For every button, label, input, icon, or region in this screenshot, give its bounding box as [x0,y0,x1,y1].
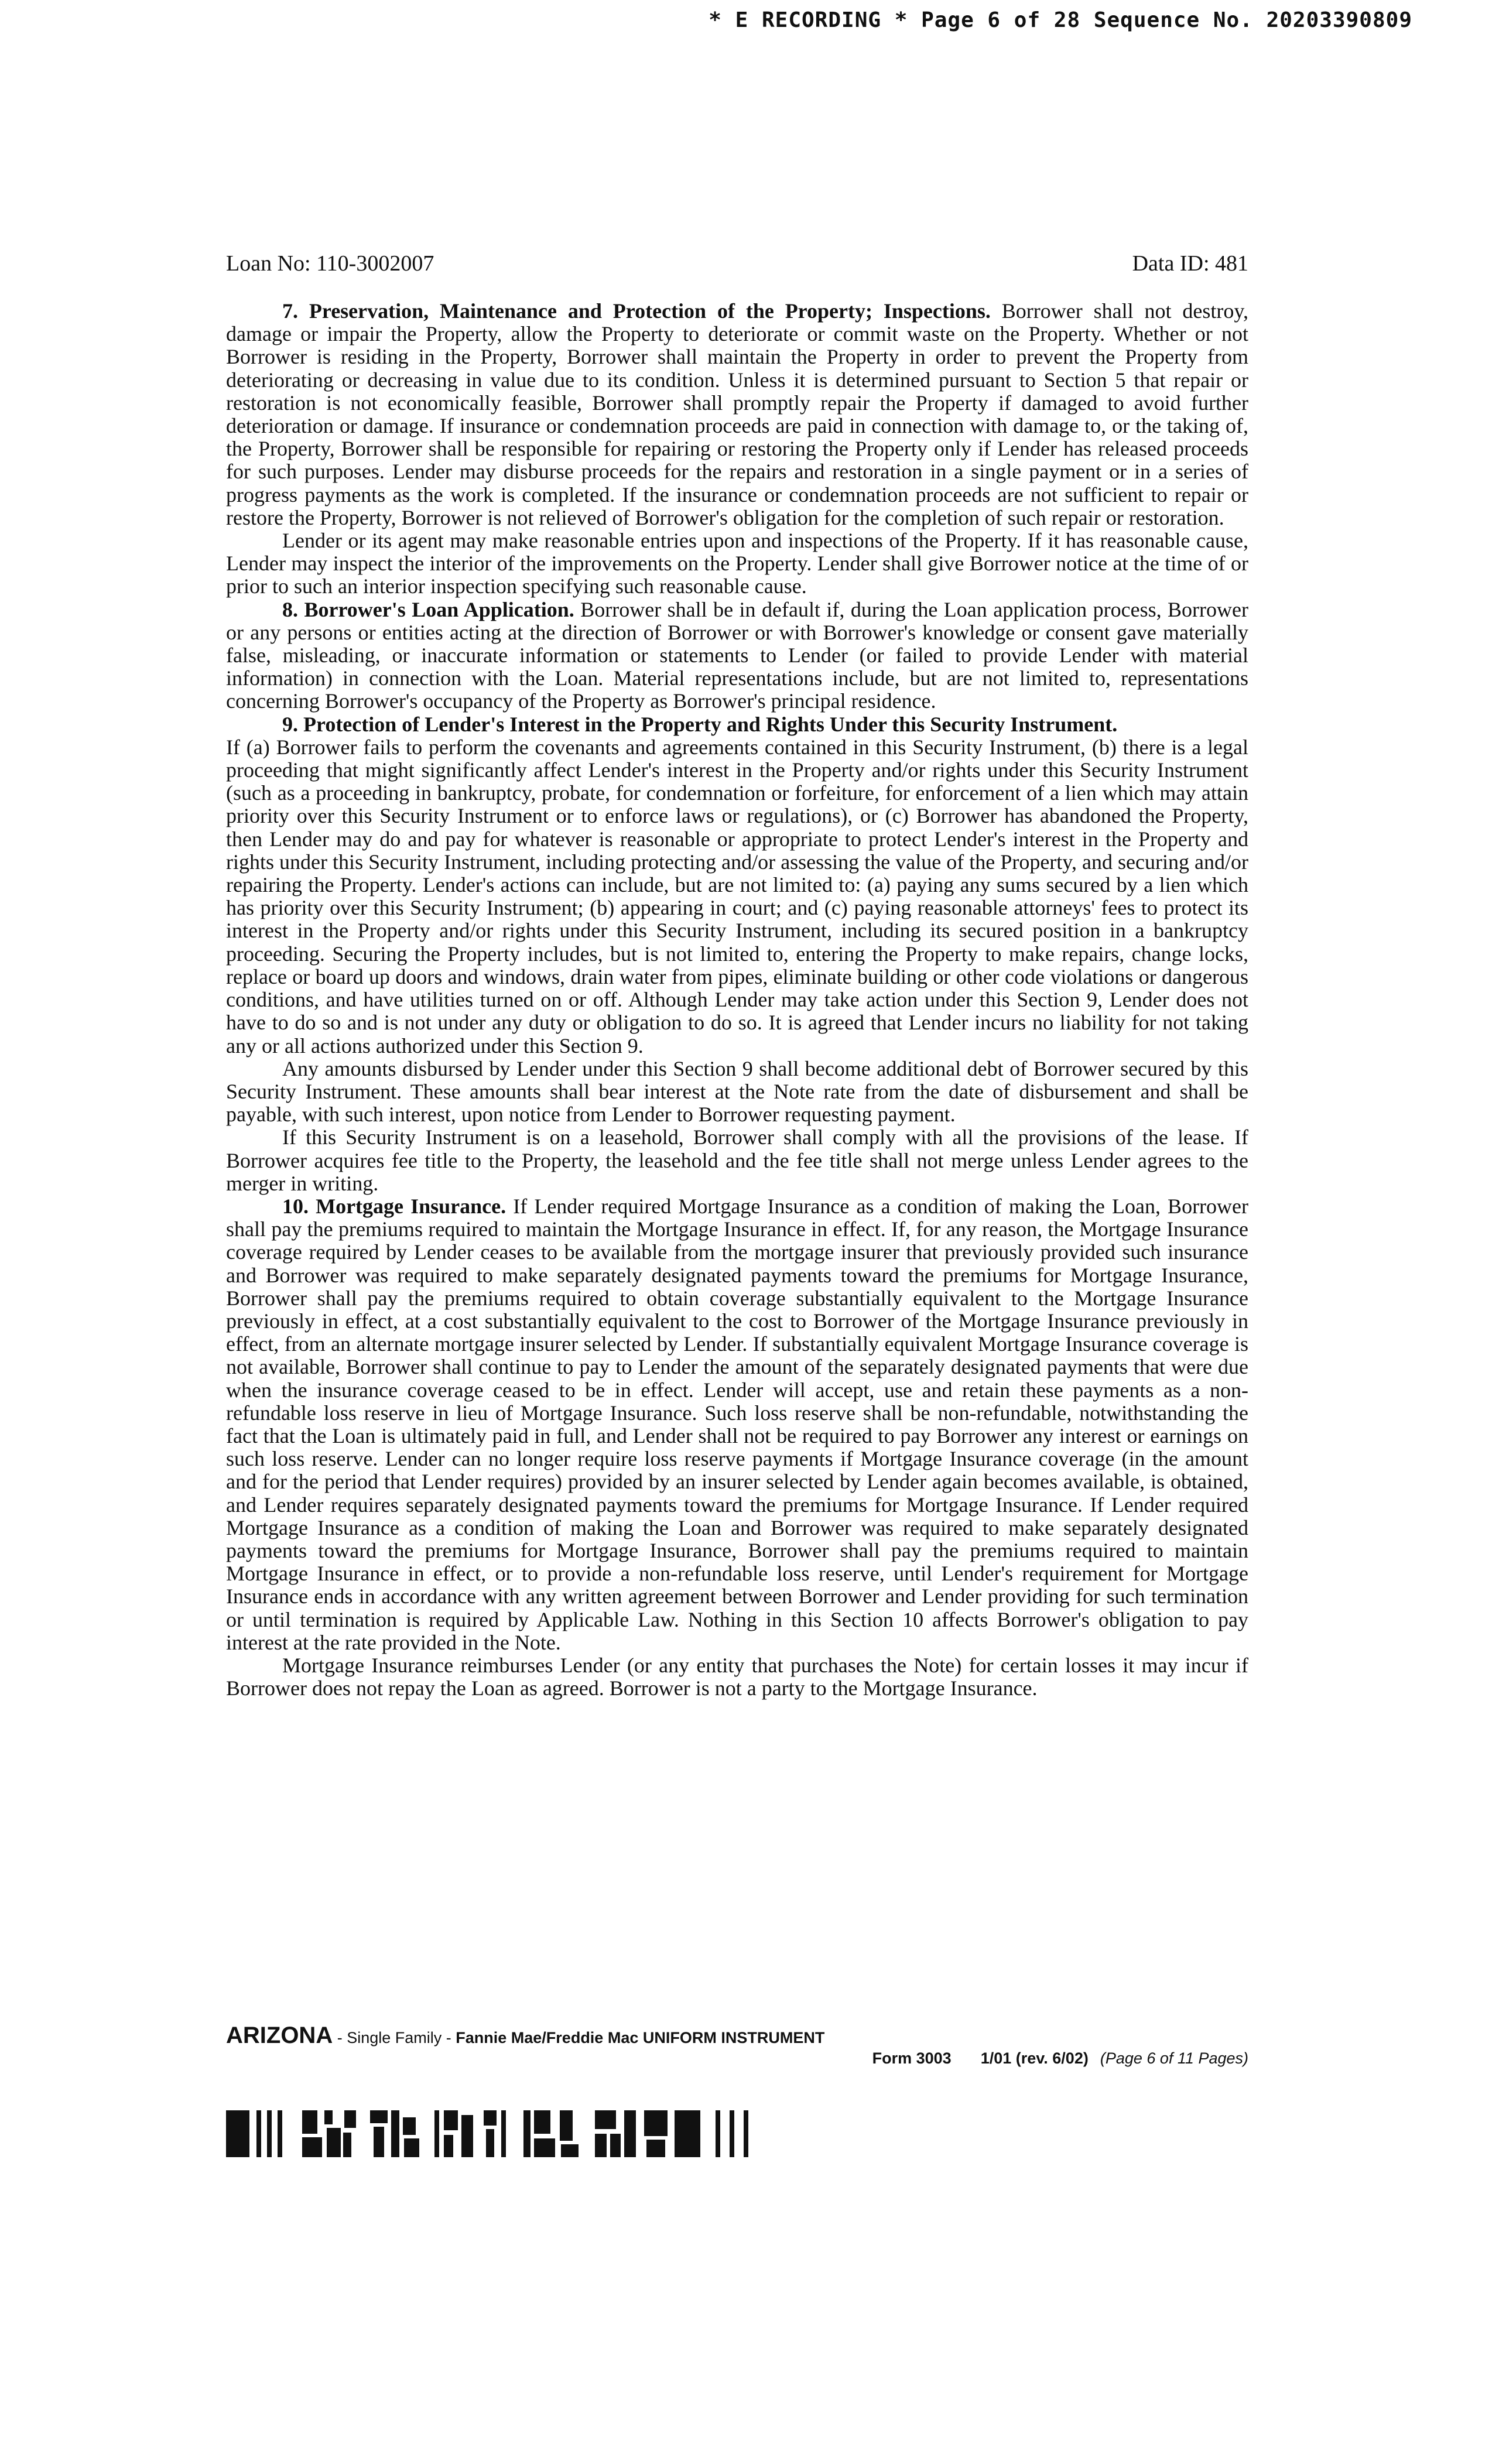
footer-form-number: Form 3003 [872,2049,952,2067]
footer-revision: 1/01 (rev. 6/02) [980,2049,1089,2067]
recording-header: * E RECORDING * Page 6 of 28 Sequence No. 20203390809 [709,8,1412,32]
footer-state: ARIZONA [226,2022,333,2048]
section-7 [226,300,1248,529]
section-9-heading-line [226,713,1248,736]
section-10-paragraph-2: Mortgage Insurance reimburses Lender (or any entity that purchases the Note) for certain losses it may incur if Borrower does not repay the Loan as agreed. Borrower is not a party to the Mortgage Insurance. [226,1653,1248,1700]
section-9-paragraph-2: Any amounts disbursed by Lender under this Section 9 shall become additional debt of Borrower secured by this Security Instrument. These amounts shall bear interest at the Note rate from the date of disbursement and shall be payable, with such interest, upon notice from Lender to Borrower requesting payment. [226,1056,1248,1127]
section-9-heading: 9. Protection of Lender's Interest in the Property and Rights Under this Security Instrument. [282,712,1118,736]
section-9-text: If (a) Borrower fails to perform the covenants and agreements contained in this Security Instrument, (b) there is a legal proceeding that might significantly affect Lender's interest in the Property and/or rights under this Security Instrument (such as a proceeding in bankruptcy, probate, for condemnation or forfeiture, for enforcement of a lien which may attain priority over this Security Instrument or to enforce laws or regulations), or (c) Borrower has abandoned the Property, then Lender may do and pay for whatever is reasonable or appropriate to protect Lender's interest in the Property and rights under this Security Instrument, including protecting and/or assessing the value of the Property, and securing and/or repairing the Property. Lender's actions can include, but are not limited to: (a) paying any sums secured by a lien which has priority over this Security Instrument; (b) appearing in court; and (c) paying reasonable attorneys' fees to protect its interest in the Property and/or rights under this Security Instrument, including its secured position in a bankruptcy proceeding. Securing the Property includes, but is not limited to, entering the Property to make repairs, change locks, replace or board up doors and windows, drain water from pipes, eliminate building or other code violations or dangerous conditions, and have utilities turned on or off. Although Lender may take action under this Section 9, Lender does not have to do so and is not under any duty or obligation to do so. It is agreed that Lender incurs no liability for not taking any or all actions authorized under this Section 9. [226,735,1248,1058]
footer-single-family: - Single Family - [333,2029,456,2047]
section-10 [226,1195,1248,1654]
form-footer-title [226,2022,824,2049]
section-7-text: Borrower shall not destroy, damage or impair the Property, allow the Property to deteriorate or commit waste on the Property. Whether or not Borrower is residing in the Property, Borrower shall maintain the Property in order to prevent the Property from deteriorating or decreasing in value due to its condition. Unless it is determined pursuant to Section 5 that repair or restoration is not economically feasible, Borrower shall promptly repair the Property if damaged to avoid further deterioration or damage. If insurance or condemnation proceeds are paid in connection with damage to, or the taking of, the Property, Borrower shall be responsible for repairing or restoring the Property only if Lender has released proceeds for such purposes. Lender may disburse proceeds for the repairs and restoration in a single payment or in a series of progress payments as the work is completed. If the insurance or condemnation proceeds are not sufficient to repair or restore the Property, Borrower is not relieved of Borrower's obligation for the completion of such repair or restoration. [226,299,1249,529]
footer-page: (Page 6 of 11 Pages) [1100,2049,1248,2067]
barcode [226,2106,776,2162]
section-8 [226,598,1248,713]
section-10-heading: 10. Mortgage Insurance. [282,1194,506,1218]
loan-number: Loan No: 110-3002007 [226,251,434,276]
footer-instrument: Fannie Mae/Freddie Mac UNIFORM INSTRUMENT [456,2029,825,2047]
section-7-heading: 7. Preservation, Maintenance and Protection of the Property; Inspections. [282,299,991,323]
data-id: Data ID: 481 [1132,251,1248,276]
section-8-heading: 8. Borrower's Loan Application. [282,597,574,621]
document-body [226,300,1248,1700]
form-footer-info [872,2049,1248,2068]
loan-info-row [226,251,1248,276]
section-7-paragraph-2: Lender or its agent may make reasonable entries upon and inspections of the Property. If it has reasonable cause, Lender may inspect the interior of the improvements on the Property. Lender shall give Borrower notice at the time of or prior to such an interior inspection specifying such reasonable cause. [226,529,1248,598]
section-10-text: If Lender required Mortgage Insurance as a condition of making the Loan, Borrower shall pay the premiums required to maintain the Mortgage Insurance in effect. If, for any reason, the Mortgage Insurance coverage required by Lender ceases to be available from the mortgage insurer that previously provided such insurance and Borrower was required to make separately designated payments toward the premiums for Mortgage Insurance, Borrower shall pay the premiums required to obtain coverage substantially equivalent to the Mortgage Insurance previously in effect, at a cost substantially equivalent to the cost to Borrower of the Mortgage Insurance previously in effect, from an alternate mortgage insurer selected by Lender. If substantially equivalent Mortgage Insurance coverage is not available, Borrower shall continue to pay to Lender the amount of the separately designated payments that were due when the insurance coverage ceased to be in effect. Lender will accept, use and retain these payments as a non-refundable loss reserve in lieu of Mortgage Insurance. Such loss reserve shall be non-refundable, notwithstanding the fact that the Loan is ultimately paid in full, and Lender shall not be required to pay Borrower any interest or earnings on such loss reserve. Lender can no longer require loss reserve payments if Mortgage Insurance coverage (in the amount and for the period that Lender requires) provided by an insurer selected by Lender again becomes available, is obtained, and Lender requires separately designated payments toward the premiums for Mortgage Insurance. If Lender required Mortgage Insurance as a condition of making the Loan and Borrower was required to make separately designated payments toward the premiums for Mortgage Insurance, Borrower shall pay the premiums required to maintain Mortgage Insurance in effect, or to provide a non-refundable loss reserve, until Lender's requirement for Mortgage Insurance ends in accordance with any written agreement between Borrower and Lender providing for such termination or until termination is required by Applicable Law. Nothing in this Section 10 affects Borrower's obligation to pay interest at the rate provided in the Note. [226,1194,1249,1654]
section-8-text: Borrower shall be in default if, during the Loan application process, Borrower or any persons or entities acting at the direction of Borrower or with Borrower's knowledge or consent gave materially false, misleading, or inaccurate information or statements to Lender (or failed to provide Lender with material information) in connection with the Loan. Material representations include, but are not limited to, representations concerning Borrower's occupancy of the Property as Borrower's principal residence. [226,597,1248,713]
section-9-paragraph-3: If this Security Instrument is on a leasehold, Borrower shall comply with all the provisions of the lease. If Borrower acquires fee title to the Property, the leasehold and the fee title shall not merge unless Lender agrees to the merger in writing. [226,1125,1248,1195]
